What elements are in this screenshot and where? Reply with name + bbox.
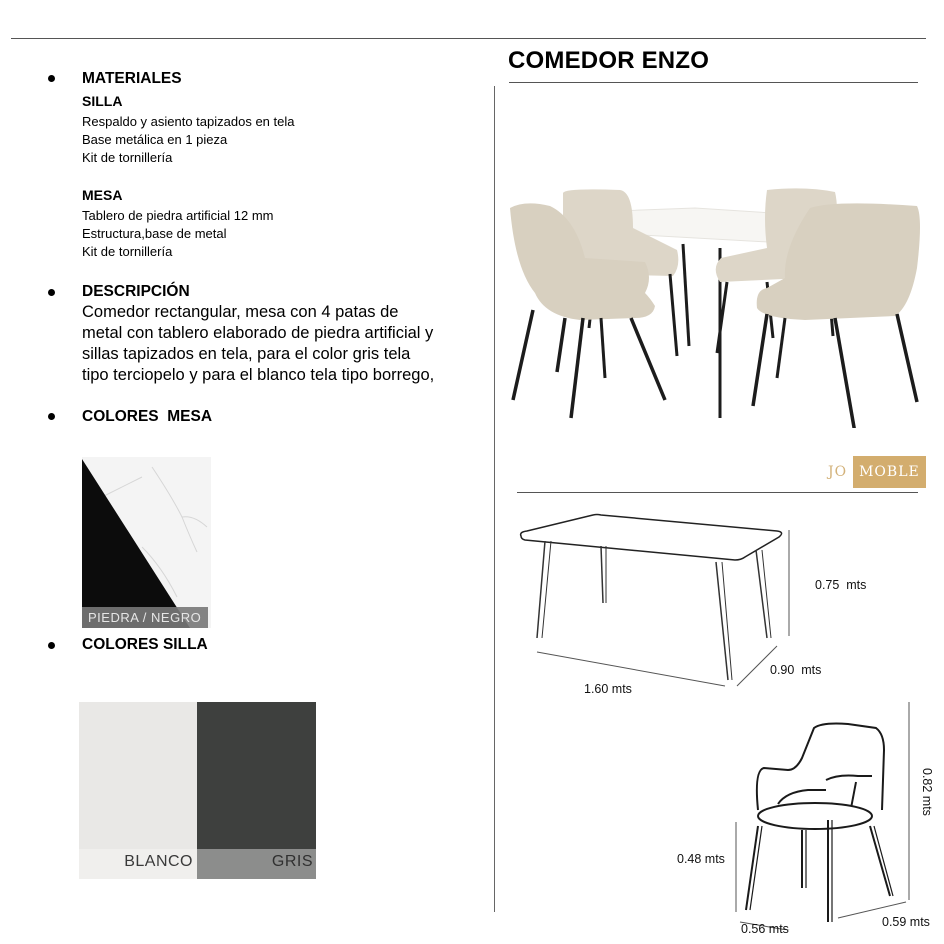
piedra-negro-swatch-image <box>82 457 211 628</box>
descripcion-line: Comedor rectangular, mesa con 4 patas de <box>82 303 399 321</box>
chair-width-label: 0.56 mts <box>741 922 789 936</box>
logo-moble: MOBLE <box>853 456 926 488</box>
silla-material-line: Kit de tornillería <box>82 150 173 165</box>
descripcion-text <box>82 302 434 386</box>
page-title: COMEDOR ENZO <box>508 47 710 74</box>
descripcion-heading: DESCRIPCIÓN <box>82 283 190 300</box>
chair-seat-height-label: 0.48 mts <box>677 852 725 866</box>
silla-material-line: Respaldo y asiento tapizados en tela <box>82 114 295 129</box>
table-dimension-drawing <box>515 510 795 690</box>
mesa-material-line: Tablero de piedra artificial 12 mm <box>82 208 274 223</box>
gris-label: GRIS <box>271 853 313 870</box>
blanco-swatch <box>79 702 197 879</box>
silla-material-line: Base metálica en 1 pieza <box>82 132 228 147</box>
mesa-material-line: Estructura,base de metal <box>82 226 227 241</box>
dining-set-photo <box>505 178 935 428</box>
jo-moble-logo <box>828 456 926 488</box>
materiales-heading: MATERIALES <box>82 70 182 87</box>
mesa-color-swatch <box>82 457 211 628</box>
bullet <box>48 642 55 649</box>
chair-depth-label: 0.59 mts <box>882 915 930 929</box>
top-rule <box>11 38 926 39</box>
table-height-label: 0.75 mts <box>815 578 867 592</box>
mesa-material-line: Kit de tornillería <box>82 244 173 259</box>
descripcion-line: sillas tapizados en tela, para el color gris tela <box>82 345 411 363</box>
silla-color-swatches <box>79 702 316 879</box>
mesa-heading: MESA <box>82 187 123 203</box>
bullet <box>48 413 55 420</box>
table-width-label: 1.60 mts <box>584 682 632 696</box>
silla-heading: SILLA <box>82 93 123 109</box>
title-underline <box>509 82 918 83</box>
bullet <box>48 75 55 82</box>
chair-height-label: 0.82 mts <box>920 768 934 816</box>
photo-divider <box>517 492 918 493</box>
swatch-label: PIEDRA / NEGRO <box>88 610 202 625</box>
descripcion-line: tipo terciopelo y para el blanco tela tipo borrego, <box>82 366 435 384</box>
blanco-label: BLANCO <box>124 853 193 870</box>
colores-silla-heading: COLORES SILLA <box>82 636 208 653</box>
descripcion-line: metal con tablero elaborado de piedra artificial y <box>82 324 434 342</box>
logo-jo: JO <box>828 464 848 480</box>
column-divider <box>494 86 495 912</box>
chair-dimension-drawing <box>730 700 920 930</box>
bullet <box>48 289 55 296</box>
colores-mesa-heading: COLORES MESA <box>82 408 213 425</box>
table-depth-label: 0.90 mts <box>770 663 822 677</box>
gris-swatch <box>197 702 316 879</box>
